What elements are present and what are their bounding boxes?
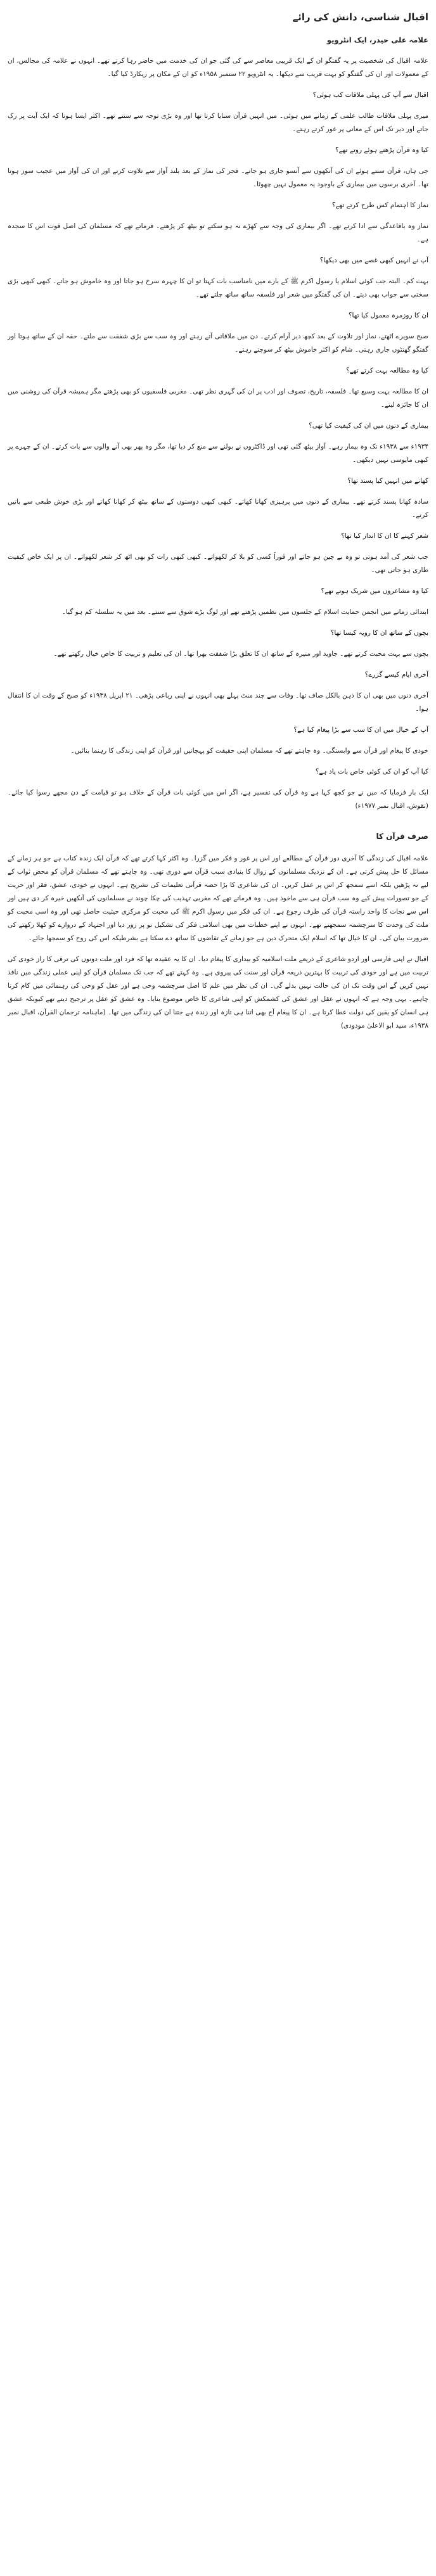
paragraph: آخری دنوں میں بھی ان کا ذہن بالکل صاف تھا۔ وفات سے چند منٹ پہلے بھی انہوں نے اپنی رباعی پڑھی۔ ۲۱ اپریل ۱۹۳۸ء کو صبح کے وقت ان کا انتقال ہوا۔: [8, 692, 428, 713]
paragraph: خودی کا پیغام اور قرآن سے وابستگی۔ وہ چاہتے تھے کہ مسلمان اپنی حقیقت کو پہچانیں اور قرآن کو اپنی زندگی کا رہنما بنائیں۔: [70, 747, 428, 755]
interview-question: بیماری کے دنوں میں ان کی کیفیت کیا تھی؟: [309, 422, 428, 430]
interview-question: کیا وہ مشاعروں میں شریک ہوتے تھے؟: [321, 587, 428, 595]
paragraph: اقبال نے اپنی فارسی اور اردو شاعری کے ذریعے ملت اسلامیہ کو بیداری کا پیغام دیا۔ ان کا یہ عقیدہ تھا کہ فرد اور ملت دونوں کی ترقی کا راز خودی کی تربیت میں ہے اور خودی کی تربیت کا بہترین ذریعہ قرآن اور سنت کی پیروی ہے۔ وہ کہتے تھے کہ جب تک مسلمان قرآن کو اپنی عملی زندگی میں نافذ نہیں کریں گے اس وقت تک ان کی حالت نہیں بدلے گی۔ ان کی نظر میں علم کا اصل سرچشمہ وحی ہے اور عقل کو وحی کی رہنمائی میں کام کرنا چاہیے۔ یہی وجہ ہے کہ انہوں نے عقل اور عشق کی کشمکش کو اپنی شاعری کا خاص موضوع بنایا۔ وہ عشق کو عقل پر ترجیح دیتے تھے کیونکہ عشق ہی انسان کو یقین کی دولت عطا کرتا ہے۔ ان کا پیغام آج بھی اتنا ہی تازہ اور زندہ ہے جتنا ان کی زندگی میں تھا۔ (ماہنامہ ترجمان القرآن، اقبال نمبر ۱۹۳۸ء، سید ابو الاعلیٰ مودودی): [8, 955, 428, 1030]
paragraph: میری پہلی ملاقات طالب علمی کے زمانے میں ہوئی۔ میں انہیں قرآن سنایا کرتا تھا اور وہ بڑی توجہ سے سنتے تھے۔ اکثر ایسا ہوتا کہ ایک آیت پر رک جاتے اور دیر تک اس کے معانی پر غور کرتے رہتے۔: [8, 112, 428, 133]
section-heading: صرف قرآن کا: [376, 832, 428, 841]
interview-question: کیا آپ کو ان کی کوئی خاص بات یاد ہے؟: [315, 768, 428, 775]
paragraph: ۱۹۳۴ء سے ۱۹۳۸ء تک وہ بیمار رہے۔ آواز بیٹھ گئی تھی اور ڈاکٹروں نے بولنے سے منع کر دیا تھا، مگر وہ پھر بھی آنے والوں سے بات کرتے۔ ان کے چہرے پر کبھی مایوسی نہیں دیکھی۔: [8, 443, 428, 464]
interview-question: آخری ایام کیسے گزرے؟: [364, 671, 428, 679]
paragraph: نماز وہ باقاعدگی سے ادا کرتے تھے۔ اگر بیماری کی وجہ سے کھڑے نہ ہو سکتے تو بیٹھ کر پڑھتے۔ فرماتے تھے کہ مسلمان کی اصل قوت اس کا سجدہ ہے۔: [8, 222, 428, 243]
paragraph: ان کا مطالعہ بہت وسیع تھا۔ فلسفہ، تاریخ، تصوف اور ادب پر ان کی گہری نظر تھی۔ مغربی فلسفیوں کو بھی پڑھتے مگر ہمیشہ قرآن کی روشنی میں ان کا جائزہ لیتے۔: [8, 388, 428, 409]
interview-question: نماز کا اہتمام کس طرح کرتے تھے؟: [331, 201, 428, 209]
paragraph: بہت کم۔ البتہ جب کوئی اسلام یا رسول اکرم ﷺ کے بارے میں نامناسب بات کہتا تو ان کا چہرہ سرخ ہو جاتا اور وہ خاموش ہو جاتے۔ کبھی کبھی بڑی سختی سے جواب بھی دیتے۔ ان کی گفتگو میں شعر اور فلسفہ ساتھ ساتھ چلتے تھے۔: [8, 277, 428, 298]
interview-question: بچوں کے ساتھ ان کا رویہ کیسا تھا؟: [330, 629, 428, 637]
interview-question: آپ کے خیال میں ان کا سب سے بڑا پیغام کیا ہے؟: [293, 726, 428, 734]
interview-question: کھانے میں انہیں کیا پسند تھا؟: [347, 477, 428, 485]
interview-question: ان کا روزمرہ معمول کیا تھا؟: [348, 312, 428, 319]
interview-question: کیا وہ قرآن پڑھتے ہوئے روتے تھے؟: [335, 146, 428, 154]
interview-question: اقبال سے آپ کی پہلی ملاقات کب ہوئی؟: [312, 91, 428, 99]
interview-question: کیا وہ مطالعہ بہت کرتے تھے؟: [346, 367, 428, 374]
paragraph: جب شعر کی آمد ہوتی تو وہ بے چین ہو جاتے اور فوراً کسی کو بلا کر لکھواتے۔ کبھی کبھی رات کو بھی اٹھ کر شعر لکھواتے۔ ان پر ایک خاص کیفیت طاری ہو جاتی تھی۔: [8, 553, 428, 574]
article-title: اقبال شناسی، دانش کی رائے: [292, 11, 428, 23]
paragraph: ابتدائی زمانے میں انجمن حمایت اسلام کے جلسوں میں نظمیں پڑھتے تھے اور لوگ بڑے شوق سے سنتے۔ بعد میں یہ سلسلہ کم ہو گیا۔: [61, 608, 428, 616]
paragraph: علامہ اقبال کی شخصیت پر یہ گفتگو ان کے ایک قریبی معاصر سے کی گئی جو ان کی خدمت میں حاضر رہا کرتے تھے۔ انہوں نے علامہ کی مجالس، ان کے معمولات اور ان کی گفتگو کو بہت قریب سے دیکھا۔ یہ انٹرویو ۲۲ ستمبر ۱۹۵۸ء کو ان کے مکان پر ریکارڈ کیا گیا۔: [8, 57, 428, 78]
paragraph: بچوں سے بہت محبت کرتے تھے۔ جاوید اور منیرہ کے ساتھ ان کا تعلق بڑا شفقت بھرا تھا۔ ان کی تعلیم و تربیت کا خاص خیال رکھتے تھے۔: [53, 650, 428, 658]
paragraph: سادہ کھانا پسند کرتے تھے۔ بیماری کے دنوں میں پرہیزی کھانا کھاتے۔ کبھی کبھی دوستوں کے ساتھ بیٹھ کر کھانا کھاتے اور بڑی خوش طبعی سے باتیں کرتے۔: [8, 498, 428, 519]
paragraph: علامہ اقبال کی زندگی کا آخری دور قرآن کے مطالعے اور اس پر غور و فکر میں گزرا۔ وہ اکثر کہا کرتے تھے کہ قرآن ایک زندہ کتاب ہے جو ہر زمانے کے مسائل کا حل پیش کرتی ہے۔ ان کے نزدیک مسلمانوں کے زوال کا بنیادی سبب قرآن سے دوری تھی۔ وہ چاہتے تھے کہ مسلمان قرآن کو محض ثواب کے لیے نہ پڑھیں بلکہ اسے سمجھ کر اس پر عمل کریں۔ ان کی شاعری کا بڑا حصہ قرآنی تعلیمات کی تشریح ہے۔ انہوں نے خودی، عشق، فقر اور حریت کے جو تصورات پیش کیے وہ سب قرآن ہی سے ماخوذ ہیں۔ وہ فرماتے تھے کہ مغربی تہذیب کی چکا چوند نے مسلمانوں کی آنکھیں خیرہ کر دی ہیں اور اس سے نجات کا واحد راستہ قرآن کی طرف رجوع ہے۔ ان کی فکر میں رسول اکرم ﷺ کی محبت کو مرکزی حیثیت حاصل تھی اور وہ اسی محبت کو ملت کی وحدت کا سرچشمہ سمجھتے تھے۔ انہوں نے اپنے خطبات میں بھی اسلامی فکر کی تشکیل نو پر زور دیا اور اجتہاد کے دروازے کو کھلا رکھنے کی ضرورت بیان کی۔ ان کا خیال تھا کہ اسلام ایک متحرک دین ہے جو زمانے کے تقاضوں کا ساتھ دے سکتا ہے بشرطیکہ اس کی روح کو سمجھا جائے۔: [8, 855, 428, 942]
article-body: [8, 54, 428, 1033]
paragraph: صبح سویرے اٹھتے، نماز اور تلاوت کے بعد کچھ دیر آرام کرتے۔ دن میں ملاقاتی آتے رہتے اور وہ سب سے بڑی شفقت سے ملتے۔ حقہ ان کے ساتھ ہوتا اور گفتگو گھنٹوں جاری رہتی۔ شام کو اکثر خاموش بیٹھ کر سوچتے رہتے۔: [8, 333, 428, 354]
interview-question: آپ نے انہیں کبھی غصے میں بھی دیکھا؟: [319, 257, 428, 264]
article-byline: علامہ علی حیدر، ایک انٹرویو: [326, 35, 428, 44]
interview-question: شعر کہنے کا ان کا انداز کیا تھا؟: [341, 532, 428, 540]
paragraph: جی ہاں، قرآن سنتے ہوئے ان کی آنکھوں سے آنسو جاری ہو جاتے۔ فجر کی نماز کے بعد بلند آواز سے تلاوت کرتے اور ان کی آواز میں عجیب سوز ہوتا تھا۔ آخری برسوں میں بیماری کے باوجود یہ معمول نہیں چھوٹا۔: [8, 167, 428, 188]
paragraph: ایک بار فرمایا کہ میں نے جو کچھ کہا ہے وہ قرآن کی تفسیر ہے، اگر اس میں کوئی بات قرآن کے خلاف ہو تو قیامت کے دن مجھے رسوا کیا جائے۔ (نقوش، اقبال نمبر ۱۹۷۷ء): [8, 789, 428, 810]
